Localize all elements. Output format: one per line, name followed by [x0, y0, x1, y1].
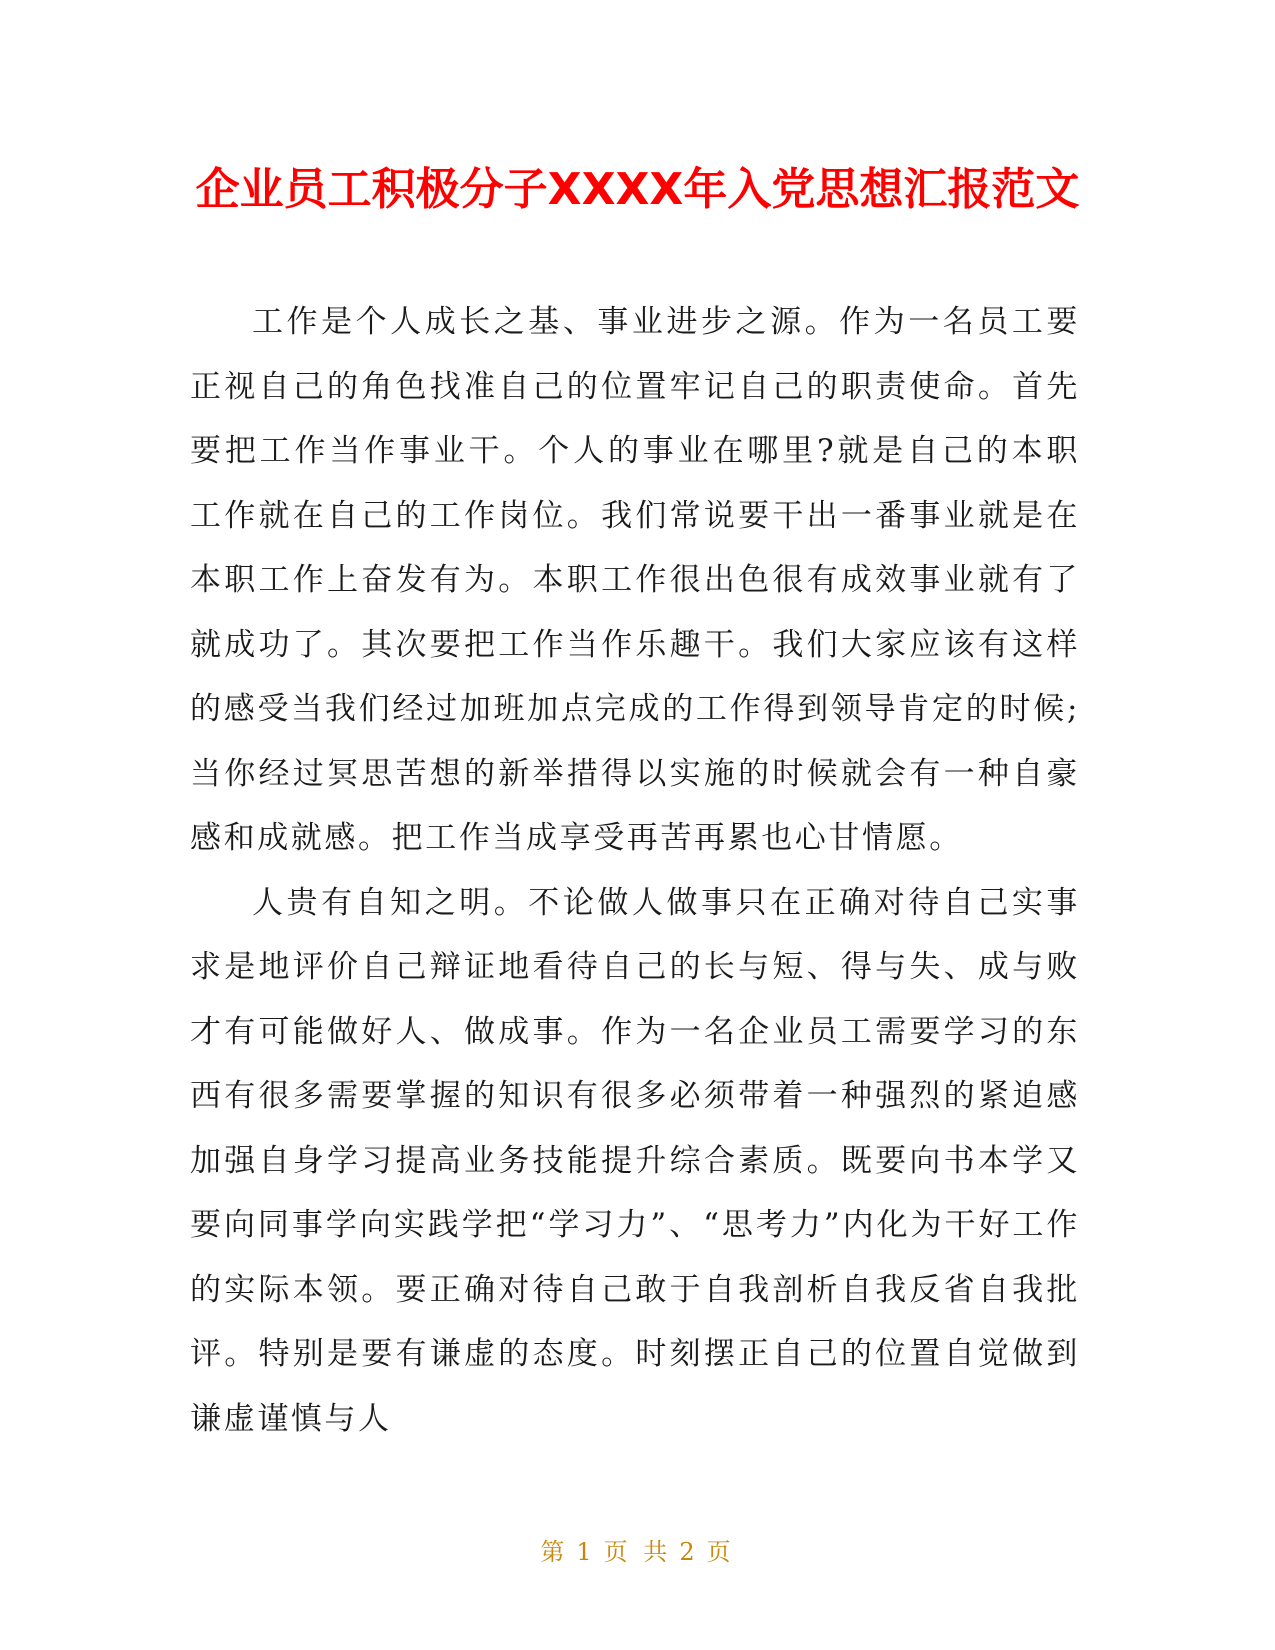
document-body — [190, 290, 1080, 1451]
footer-total-pages: 2 — [679, 1538, 699, 1566]
footer-middle: 页 共 — [603, 1538, 672, 1566]
footer-prefix: 第 — [540, 1538, 569, 1566]
footer-suffix: 页 — [706, 1538, 735, 1566]
page-footer — [0, 1532, 1275, 1567]
footer-current-page: 1 — [576, 1538, 596, 1566]
paragraph-1: 工作是个人成长之基、事业进步之源。作为一名员工要正视自己的角色找准自己的位置牢记自己的职责使命。首先要把工作当作事业干。个人的事业在哪里?就是自己的本职工作就在自己的工作岗位。我们常说要干出一番事业就是在本职工作上奋发有为。本职工作很出色很有成效事业就有了就成功了。其次要把工作当作乐趣干。我们大家应该有这样的感受当我们经过加班加点完成的工作得到领导肯定的时候;当你经过冥思苦想的新举措得以实施的时候就会有一种自豪感和成就感。把工作当成享受再苦再累也心甘情愿。 — [190, 304, 1080, 856]
document-title: 企业员工积极分子XXXX年入党思想汇报范文 — [195, 164, 1080, 215]
paragraph-2: 人贵有自知之明。不论做人做事只在正确对待自己实事求是地评价自己辩证地看待自己的长与短、得与失、成与败才有可能做好人、做成事。作为一名企业员工需要学习的东西有很多需要掌握的知识有很多必须带着一种强烈的紧迫感加强自身学习提高业务技能提升综合素质。既要向书本学又要向同事学向实践学把“学习力”、“思考力”内化为干好工作的实际本领。要正确对待自己敢于自我剖析自我反省自我批评。特别是要有谦虚的态度。时刻摆正自己的位置自觉做到谦虚谨慎与人 — [190, 884, 1080, 1437]
